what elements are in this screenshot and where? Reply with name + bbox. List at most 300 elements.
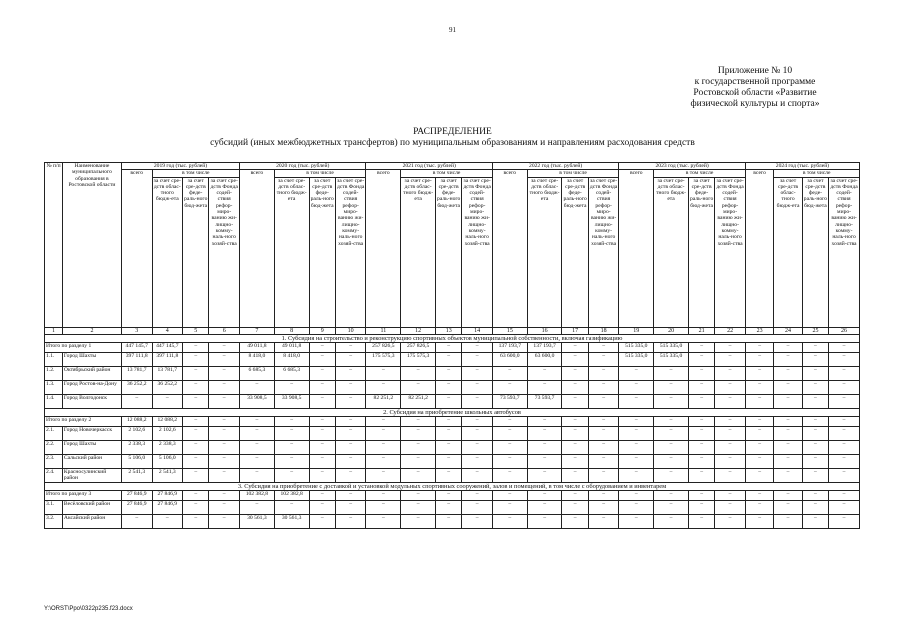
- value-cell: –: [688, 416, 714, 426]
- row-number: 2.1.: [45, 426, 63, 440]
- value-cell: –: [462, 514, 493, 528]
- value-cell: –: [588, 416, 619, 426]
- value-cell: –: [527, 366, 562, 380]
- value-cell: 36 252,2: [152, 380, 183, 394]
- incl-header: в том числе: [274, 170, 366, 177]
- value-cell: –: [802, 416, 828, 426]
- value-cell: –: [715, 380, 746, 394]
- value-cell: –: [774, 514, 802, 528]
- value-cell: –: [183, 342, 209, 352]
- value-cell: –: [562, 440, 588, 454]
- value-cell: –: [401, 426, 436, 440]
- value-cell: –: [309, 352, 335, 366]
- value-cell: –: [715, 366, 746, 380]
- value-cell: –: [309, 426, 335, 440]
- row-number: 1.1.: [45, 352, 63, 366]
- column-number: 22: [715, 327, 746, 334]
- value-cell: –: [401, 366, 436, 380]
- municipality-name: Весёловский район: [62, 500, 121, 514]
- section-title-row: [45, 334, 860, 342]
- value-cell: –: [745, 514, 773, 528]
- table-row: [45, 394, 860, 408]
- value-cell: 33 908,5: [274, 394, 309, 408]
- value-cell: –: [802, 514, 828, 528]
- value-cell: 397 111,8: [152, 352, 183, 366]
- value-cell: –: [366, 380, 401, 394]
- value-cell: –: [462, 454, 493, 468]
- column-number: 16: [527, 327, 562, 334]
- value-cell: –: [436, 468, 462, 482]
- appendix-line: Приложение № 10: [717, 66, 793, 76]
- source-header: за счет сре-дств Фонда содей-ствия рефор-миро-ванию жи-лищно-комму-наль-ного хозяй-ства: [715, 177, 746, 327]
- value-cell: –: [802, 440, 828, 454]
- source-header: за счет сре-дств облас-тного бюдж-ета: [274, 177, 309, 327]
- source-header: за счет сре-дств Фонда содей-ствия рефор-миро-ванию жи-лищно-комму-наль-ного хозяй-ства: [829, 177, 860, 327]
- value-cell: –: [715, 440, 746, 454]
- value-cell: –: [209, 352, 240, 366]
- value-cell: –: [745, 380, 773, 394]
- source-header: за счет сре-дств облас-тного бюдж-ета: [401, 177, 436, 327]
- value-cell: –: [209, 440, 240, 454]
- value-cell: –: [715, 490, 746, 500]
- value-cell: –: [401, 468, 436, 482]
- column-number: 5: [183, 327, 209, 334]
- value-cell: –: [209, 342, 240, 352]
- value-cell: –: [774, 426, 802, 440]
- value-cell: –: [209, 454, 240, 468]
- value-cell: 12 088,2: [121, 416, 152, 426]
- value-cell: –: [309, 394, 335, 408]
- value-cell: –: [366, 416, 401, 426]
- value-cell: –: [654, 490, 689, 500]
- value-cell: –: [401, 514, 436, 528]
- value-cell: 5 106,0: [152, 454, 183, 468]
- source-header: за счет сре-дств феде-раль-ного бюд-жета: [436, 177, 462, 327]
- value-cell: –: [829, 352, 860, 366]
- section-title-row: [45, 408, 860, 416]
- value-cell: 82 251,2: [401, 394, 436, 408]
- value-cell: –: [335, 514, 366, 528]
- value-cell: –: [745, 468, 773, 482]
- value-cell: –: [183, 380, 209, 394]
- value-cell: –: [774, 440, 802, 454]
- source-header: за счет сре-дств феде-раль-ного бюд-жета: [309, 177, 335, 327]
- value-cell: –: [436, 490, 462, 500]
- value-cell: –: [619, 468, 654, 482]
- value-cell: –: [462, 366, 493, 380]
- title-line: субсидий (иных межбюджетных трансфертов) по муниципальным образованиям и направлениям расходования средств: [210, 138, 695, 148]
- value-cell: –: [588, 342, 619, 352]
- value-cell: 137 193,7: [492, 342, 527, 352]
- value-cell: –: [829, 454, 860, 468]
- value-cell: –: [183, 468, 209, 482]
- value-cell: –: [492, 380, 527, 394]
- section-title: 3. Субсидия на приобретение с доставкой и установкой модульных спортивных сооружений, залов и помещений, в том числе с оборудованием и инвентарем: [45, 482, 860, 490]
- value-cell: –: [562, 426, 588, 440]
- value-cell: –: [492, 500, 527, 514]
- total-label: Итого по разделу 2: [45, 416, 122, 426]
- value-cell: –: [309, 514, 335, 528]
- value-cell: –: [829, 440, 860, 454]
- value-cell: –: [335, 366, 366, 380]
- incl-header: в том числе: [654, 170, 746, 177]
- value-cell: –: [829, 514, 860, 528]
- incl-header: в том числе: [774, 170, 860, 177]
- value-cell: –: [209, 394, 240, 408]
- value-cell: –: [309, 416, 335, 426]
- total-header: всего: [492, 170, 527, 327]
- total-header: всего: [239, 170, 274, 327]
- table-row: [45, 500, 860, 514]
- value-cell: –: [619, 426, 654, 440]
- value-cell: –: [274, 440, 309, 454]
- value-cell: –: [209, 366, 240, 380]
- value-cell: 36 252,2: [121, 380, 152, 394]
- value-cell: –: [462, 468, 493, 482]
- total-label: Итого по разделу 3: [45, 490, 122, 500]
- value-cell: –: [527, 426, 562, 440]
- column-number: 8: [274, 327, 309, 334]
- value-cell: –: [654, 454, 689, 468]
- value-cell: –: [492, 514, 527, 528]
- value-cell: –: [774, 490, 802, 500]
- value-cell: –: [492, 468, 527, 482]
- value-cell: –: [829, 500, 860, 514]
- value-cell: –: [239, 440, 274, 454]
- year-header: 2020 год (тыс. рублей): [239, 163, 365, 170]
- value-cell: 27 846,9: [152, 490, 183, 500]
- value-cell: –: [462, 352, 493, 366]
- municipality-name: Город Новочеркасск: [62, 426, 121, 440]
- value-cell: –: [774, 468, 802, 482]
- total-header: всего: [366, 170, 401, 327]
- value-cell: 515 335,0: [654, 352, 689, 366]
- value-cell: –: [436, 514, 462, 528]
- total-label: Итого по разделу 1: [45, 342, 122, 352]
- value-cell: –: [688, 490, 714, 500]
- row-number: 1.4.: [45, 394, 63, 408]
- value-cell: –: [183, 500, 209, 514]
- value-cell: –: [802, 342, 828, 352]
- value-cell: –: [121, 514, 152, 528]
- source-header: за счет сре-дств Фонда содей-ствия рефор-миро-ванию жи-лищно-комму-наль-ного хозяй-ства: [462, 177, 493, 327]
- value-cell: 2 338,3: [152, 440, 183, 454]
- value-cell: 8 418,0: [239, 352, 274, 366]
- value-cell: –: [309, 468, 335, 482]
- value-cell: –: [562, 380, 588, 394]
- table-row: [45, 468, 860, 482]
- value-cell: –: [401, 416, 436, 426]
- table-row: [45, 342, 860, 352]
- value-cell: –: [619, 500, 654, 514]
- value-cell: –: [309, 366, 335, 380]
- table-row: [45, 514, 860, 528]
- value-cell: –: [588, 394, 619, 408]
- column-number: 26: [829, 327, 860, 334]
- value-cell: –: [309, 500, 335, 514]
- value-cell: –: [774, 380, 802, 394]
- value-cell: –: [619, 440, 654, 454]
- value-cell: –: [527, 454, 562, 468]
- value-cell: 49 011,8: [274, 342, 309, 352]
- row-number: 3.2.: [45, 514, 63, 528]
- value-cell: –: [715, 468, 746, 482]
- page-number: 91: [449, 26, 456, 34]
- value-cell: –: [745, 440, 773, 454]
- value-cell: –: [688, 426, 714, 440]
- value-cell: 102 382,8: [239, 490, 274, 500]
- value-cell: –: [562, 500, 588, 514]
- value-cell: 12 088,2: [152, 416, 183, 426]
- value-cell: 27 846,9: [121, 500, 152, 514]
- value-cell: –: [745, 454, 773, 468]
- value-cell: –: [802, 366, 828, 380]
- value-cell: 2 102,6: [152, 426, 183, 440]
- value-cell: –: [527, 468, 562, 482]
- value-cell: –: [745, 342, 773, 352]
- value-cell: –: [436, 366, 462, 380]
- column-number: 19: [619, 327, 654, 334]
- value-cell: –: [619, 366, 654, 380]
- value-cell: –: [274, 500, 309, 514]
- value-cell: –: [588, 500, 619, 514]
- section-title: 1. Субсидия на строительство и реконструкцию спортивных объектов муниципальной собственности, включая газификацию: [45, 334, 860, 342]
- value-cell: –: [688, 440, 714, 454]
- row-number: 3.1.: [45, 500, 63, 514]
- file-path-footer: Y:\ORST\Ppo\0322p235.f23.docx: [44, 606, 133, 612]
- value-cell: –: [588, 440, 619, 454]
- value-cell: –: [715, 342, 746, 352]
- column-number: 12: [401, 327, 436, 334]
- value-cell: –: [829, 342, 860, 352]
- value-cell: –: [774, 454, 802, 468]
- municipality-name: Красносулинский район: [62, 468, 121, 482]
- column-number: 1: [45, 327, 63, 334]
- value-cell: 515 335,0: [619, 342, 654, 352]
- header-row: [45, 163, 860, 170]
- value-cell: –: [527, 514, 562, 528]
- column-number: 2: [62, 327, 121, 334]
- value-cell: –: [462, 490, 493, 500]
- value-cell: –: [401, 440, 436, 454]
- value-cell: –: [401, 490, 436, 500]
- incl-header: в том числе: [152, 170, 239, 177]
- value-cell: 49 011,8: [239, 342, 274, 352]
- value-cell: –: [588, 380, 619, 394]
- source-header: за счет сре-дств Фонда содей-ствия рефор-миро-ванию жи-лищно-комму-наль-ного хозяй-ства: [209, 177, 240, 327]
- value-cell: –: [436, 352, 462, 366]
- source-header: за счет сре-дств облас-тного бюдж-ета: [654, 177, 689, 327]
- value-cell: 257 826,5: [401, 342, 436, 352]
- column-number: 14: [462, 327, 493, 334]
- value-cell: –: [366, 454, 401, 468]
- value-cell: –: [335, 352, 366, 366]
- value-cell: –: [588, 366, 619, 380]
- appendix-line: к государственной программе: [694, 77, 816, 87]
- value-cell: –: [274, 416, 309, 426]
- year-header: 2019 год (тыс. рублей): [121, 163, 239, 170]
- value-cell: 63 600,0: [492, 352, 527, 366]
- source-header: за счет сре-дств облас-тного бюдж-ета: [774, 177, 802, 327]
- value-cell: 6 685,3: [274, 366, 309, 380]
- value-cell: –: [715, 394, 746, 408]
- source-header: за счет сре-дств феде-раль-ного бюд-жета: [183, 177, 209, 327]
- value-cell: –: [274, 468, 309, 482]
- value-cell: –: [401, 380, 436, 394]
- value-cell: 13 781,7: [152, 366, 183, 380]
- value-cell: –: [619, 454, 654, 468]
- value-cell: 175 575,3: [401, 352, 436, 366]
- value-cell: –: [209, 426, 240, 440]
- table-row: [45, 380, 860, 394]
- value-cell: –: [654, 394, 689, 408]
- column-number: 9: [309, 327, 335, 334]
- value-cell: –: [366, 440, 401, 454]
- value-cell: –: [462, 500, 493, 514]
- total-header: всего: [745, 170, 773, 327]
- value-cell: –: [462, 416, 493, 426]
- value-cell: –: [654, 380, 689, 394]
- value-cell: –: [209, 500, 240, 514]
- value-cell: –: [774, 500, 802, 514]
- value-cell: –: [183, 490, 209, 500]
- column-number: 17: [562, 327, 588, 334]
- value-cell: –: [802, 352, 828, 366]
- value-cell: –: [335, 380, 366, 394]
- value-cell: –: [462, 440, 493, 454]
- value-cell: 5 106,0: [121, 454, 152, 468]
- value-cell: –: [562, 394, 588, 408]
- value-cell: –: [335, 468, 366, 482]
- value-cell: 257 826,5: [366, 342, 401, 352]
- value-cell: –: [654, 514, 689, 528]
- value-cell: –: [492, 440, 527, 454]
- value-cell: –: [562, 342, 588, 352]
- value-cell: –: [239, 500, 274, 514]
- value-cell: –: [562, 514, 588, 528]
- value-cell: –: [462, 342, 493, 352]
- value-cell: –: [588, 352, 619, 366]
- row-number: 2.4.: [45, 468, 63, 482]
- value-cell: –: [462, 380, 493, 394]
- value-cell: –: [183, 366, 209, 380]
- value-cell: 33 908,5: [239, 394, 274, 408]
- value-cell: –: [654, 500, 689, 514]
- value-cell: –: [715, 352, 746, 366]
- appendix-line: физической культуры и спорта»: [690, 99, 820, 109]
- value-cell: –: [745, 352, 773, 366]
- value-cell: –: [829, 490, 860, 500]
- value-cell: –: [366, 426, 401, 440]
- value-cell: –: [492, 490, 527, 500]
- value-cell: –: [588, 514, 619, 528]
- value-cell: 6 685,3: [239, 366, 274, 380]
- value-cell: –: [152, 514, 183, 528]
- column-number: 25: [802, 327, 828, 334]
- value-cell: –: [335, 440, 366, 454]
- value-cell: 27 846,9: [152, 500, 183, 514]
- column-number: 11: [366, 327, 401, 334]
- value-cell: –: [802, 490, 828, 500]
- appendix-line: Ростовской области «Развитие: [693, 88, 817, 98]
- value-cell: –: [436, 500, 462, 514]
- value-cell: –: [183, 352, 209, 366]
- value-cell: –: [309, 454, 335, 468]
- value-cell: –: [588, 490, 619, 500]
- value-cell: –: [688, 366, 714, 380]
- value-cell: –: [688, 352, 714, 366]
- value-cell: –: [183, 426, 209, 440]
- value-cell: –: [745, 490, 773, 500]
- incl-header: в том числе: [527, 170, 619, 177]
- value-cell: –: [436, 380, 462, 394]
- value-cell: 447 145,7: [152, 342, 183, 352]
- value-cell: –: [335, 490, 366, 500]
- value-cell: –: [829, 416, 860, 426]
- value-cell: –: [688, 514, 714, 528]
- value-cell: –: [274, 454, 309, 468]
- value-cell: –: [239, 380, 274, 394]
- value-cell: –: [309, 342, 335, 352]
- value-cell: –: [239, 468, 274, 482]
- value-cell: 73 593,7: [527, 394, 562, 408]
- value-cell: –: [209, 514, 240, 528]
- value-cell: –: [829, 426, 860, 440]
- value-cell: –: [745, 394, 773, 408]
- value-cell: –: [654, 416, 689, 426]
- value-cell: –: [436, 416, 462, 426]
- year-header: 2022 год (тыс. рублей): [492, 163, 618, 170]
- value-cell: –: [335, 416, 366, 426]
- row-number: 2.2.: [45, 440, 63, 454]
- value-cell: –: [462, 426, 493, 440]
- value-cell: –: [366, 500, 401, 514]
- value-cell: –: [619, 490, 654, 500]
- municipality-name: Город Шахты: [62, 440, 121, 454]
- value-cell: –: [209, 380, 240, 394]
- year-header: 2023 год (тыс. рублей): [619, 163, 745, 170]
- value-cell: 102 382,8: [274, 490, 309, 500]
- value-cell: –: [527, 490, 562, 500]
- column-number: 24: [774, 327, 802, 334]
- value-cell: –: [654, 366, 689, 380]
- value-cell: 175 575,3: [366, 352, 401, 366]
- col-header-name: Наименование муниципального образования в Ростовской области: [62, 163, 121, 328]
- value-cell: –: [335, 342, 366, 352]
- value-cell: –: [829, 366, 860, 380]
- value-cell: –: [688, 342, 714, 352]
- municipality-name: Октябрьский район: [62, 366, 121, 380]
- value-cell: –: [366, 514, 401, 528]
- column-number: 10: [335, 327, 366, 334]
- value-cell: –: [562, 490, 588, 500]
- value-cell: –: [527, 500, 562, 514]
- value-cell: –: [527, 380, 562, 394]
- row-number: 1.2.: [45, 366, 63, 380]
- section-title-row: [45, 482, 860, 490]
- value-cell: –: [239, 416, 274, 426]
- value-cell: –: [335, 426, 366, 440]
- value-cell: –: [309, 380, 335, 394]
- value-cell: –: [745, 426, 773, 440]
- value-cell: –: [492, 454, 527, 468]
- value-cell: –: [619, 380, 654, 394]
- value-cell: –: [774, 342, 802, 352]
- value-cell: –: [335, 500, 366, 514]
- value-cell: 73 593,7: [492, 394, 527, 408]
- value-cell: –: [654, 468, 689, 482]
- value-cell: 63 600,0: [527, 352, 562, 366]
